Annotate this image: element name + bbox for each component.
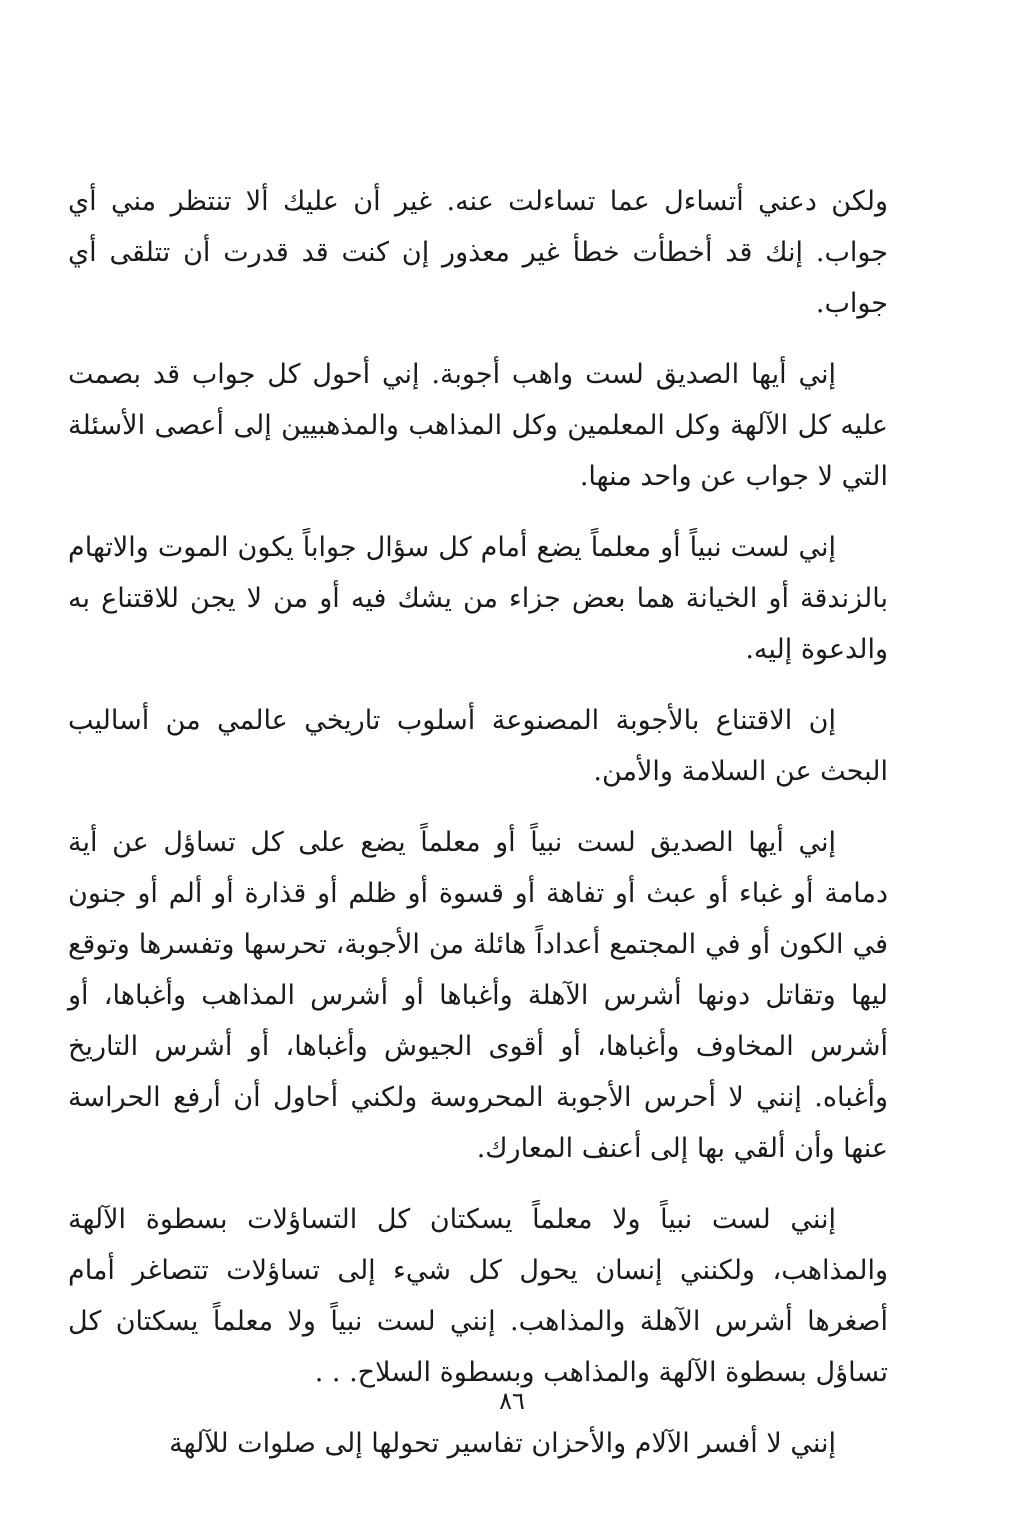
paragraph-1: ولكن دعني أتساءل عما تساءلت عنه. غير أن عليك ألا تنتظر مني أي جواب. إنك قد أخطأت خطأ غير معذور إن كنت قد قدرت أن تتلقى أي جواب. xyxy=(68,186,888,319)
paragraph-3: إني لست نبياً أو معلماً يضع أمام كل سؤال جواباً يكون الموت والاتهام بالزندقة أو الخيانة هما بعض جزاء من يشك فيه أو من لا يجن للاقتناع به والدعوة إليه. xyxy=(68,532,888,665)
paragraph-2: إني أيها الصديق لست واهب أجوبة. إني أحول كل جواب قد بصمت عليه كل الآلهة وكل المعلمين وكل المذاهب والمذهبيين إلى أعصى الأسئلة التي لا جواب عن واحد منها. xyxy=(68,359,888,492)
paragraph-4: إن الاقتناع بالأجوبة المصنوعة أسلوب تاريخي عالمي من أساليب البحث عن السلامة والأمن. xyxy=(68,705,888,787)
paragraph-6: إنني لست نبياً ولا معلماً يسكتان كل التساؤلات بسطوة الآلهة والمذاهب، ولكنني إنسان يحول كل شيء إلى تساؤلات تتصاغر أمام أصغرها أشرس الآهلة والمذاهب. إنني لست نبياً ولا معلماً يسكتان كل تساؤل بسطوة الآلهة والمذاهب وبسطوة السلاح. . . xyxy=(68,1204,888,1388)
paragraph-7: إنني لا أفسر الآلام والأحزان تفاسير تحولها إلى صلوات للآلهة xyxy=(169,1428,836,1459)
page-number: ٨٦ xyxy=(499,1387,525,1415)
paragraph-5: إني أيها الصديق لست نبياً أو معلماً يضع على كل تساؤل عن أية دمامة أو غباء أو عبث أو تفاهة أو قسوة أو ظلم أو قذارة أو ألم أو جنون في الكون أو في المجتمع أعداداً هائلة من الأجوبة، تحرسها وتفسرها وتوقع ليها وتقاتل دونها أشرس الآهلة وأغباها أو أشرس المذاهب وأغباها، أو أشرس المخاوف وأغباها، أو أقوى الجيوش وأغباها، أو أشرس التاريخ وأغباه. إنني لا أحرس الأجوبة المحروسة ولكني أحاول أن أرفع الحراسة عنها وأن ألقي بها إلى أعنف المعارك. xyxy=(68,827,888,1164)
page-body xyxy=(68,176,888,1469)
